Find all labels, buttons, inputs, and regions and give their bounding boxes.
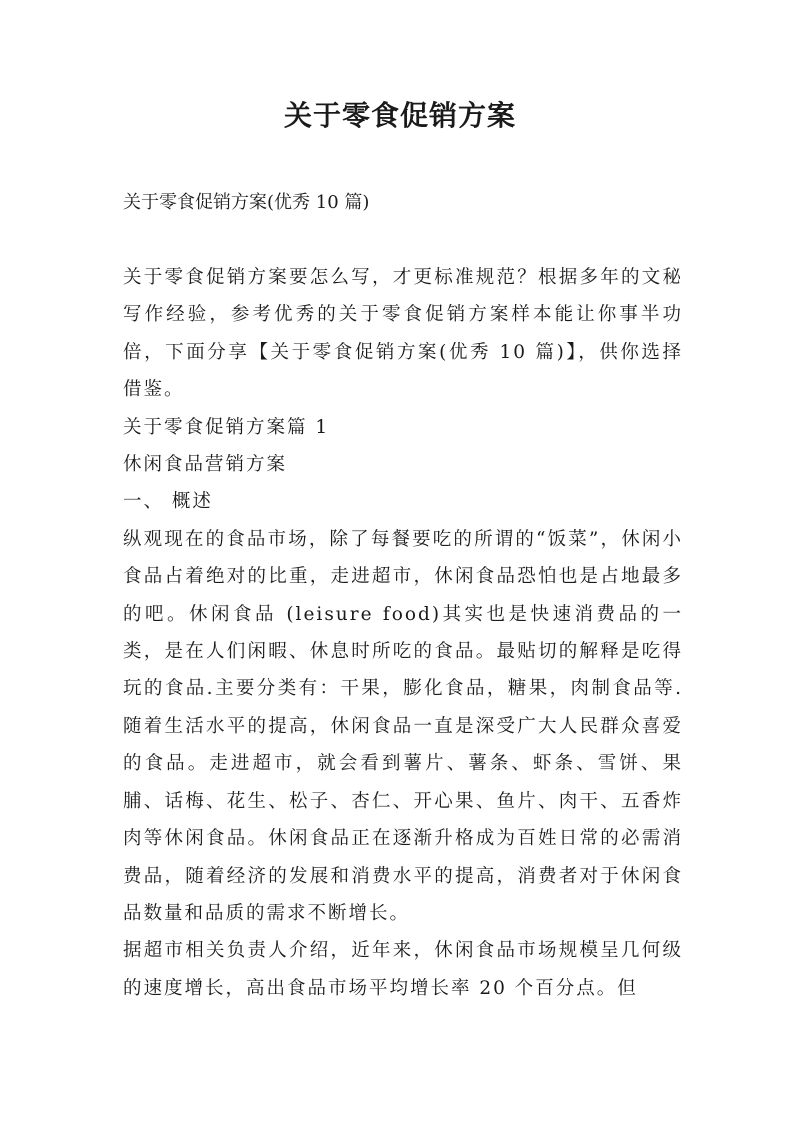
- body-paragraph: 据超市相关负责人介绍，近年来，休闲食品市场规模呈几何级的速度增长，高出食品市场平均增长率 20 个百分点。但: [123, 940, 683, 999]
- section-subheading: 休闲食品营销方案: [123, 454, 288, 476]
- document-title: 关于零食促销方案: [283, 99, 516, 132]
- document-body: [123, 259, 683, 1007]
- section-heading: 关于零食促销方案篇 1: [123, 416, 330, 438]
- intro-paragraph: 关于零食促销方案要怎么写，才更标准规范？根据多年的文秘写作经验，参考优秀的关于零食促销方案样本能让你事半功倍，下面分享【关于零食促销方案(优秀 10 篇)】，供你选择借鉴。: [123, 267, 683, 401]
- document-subtitle: 关于零食促销方案(优秀 10 篇): [123, 192, 370, 213]
- outline-heading: 一、 概述: [123, 491, 213, 513]
- body-paragraph: 纵观现在的食品市场，除了每餐要吃的所谓的“饭菜”，休闲小食品占着绝对的比重，走进超市，休闲食品恐怕也是占地最多的吧。休闲食品 (leisure food)其实也是快速消费品的一类，是在人们闲暇、休息时所吃的食品。最贴切的解释是吃得玩的食品.主要分类有：干果，膨化食品，糖果，肉制食品等.随着生活水平的提高，休闲食品一直是深受广大人民群众喜爱的食品。走进超市，就会看到薯片、薯条、虾条、雪饼、果脯、话梅、花生、松子、杏仁、开心果、鱼片、肉干、五香炸肉等休闲食品。休闲食品正在逐渐升格成为百姓日常的必需消费品，随着经济的发展和消费水平的提高，消费者对于休闲食品数量和品质的需求不断增长。: [123, 528, 683, 924]
